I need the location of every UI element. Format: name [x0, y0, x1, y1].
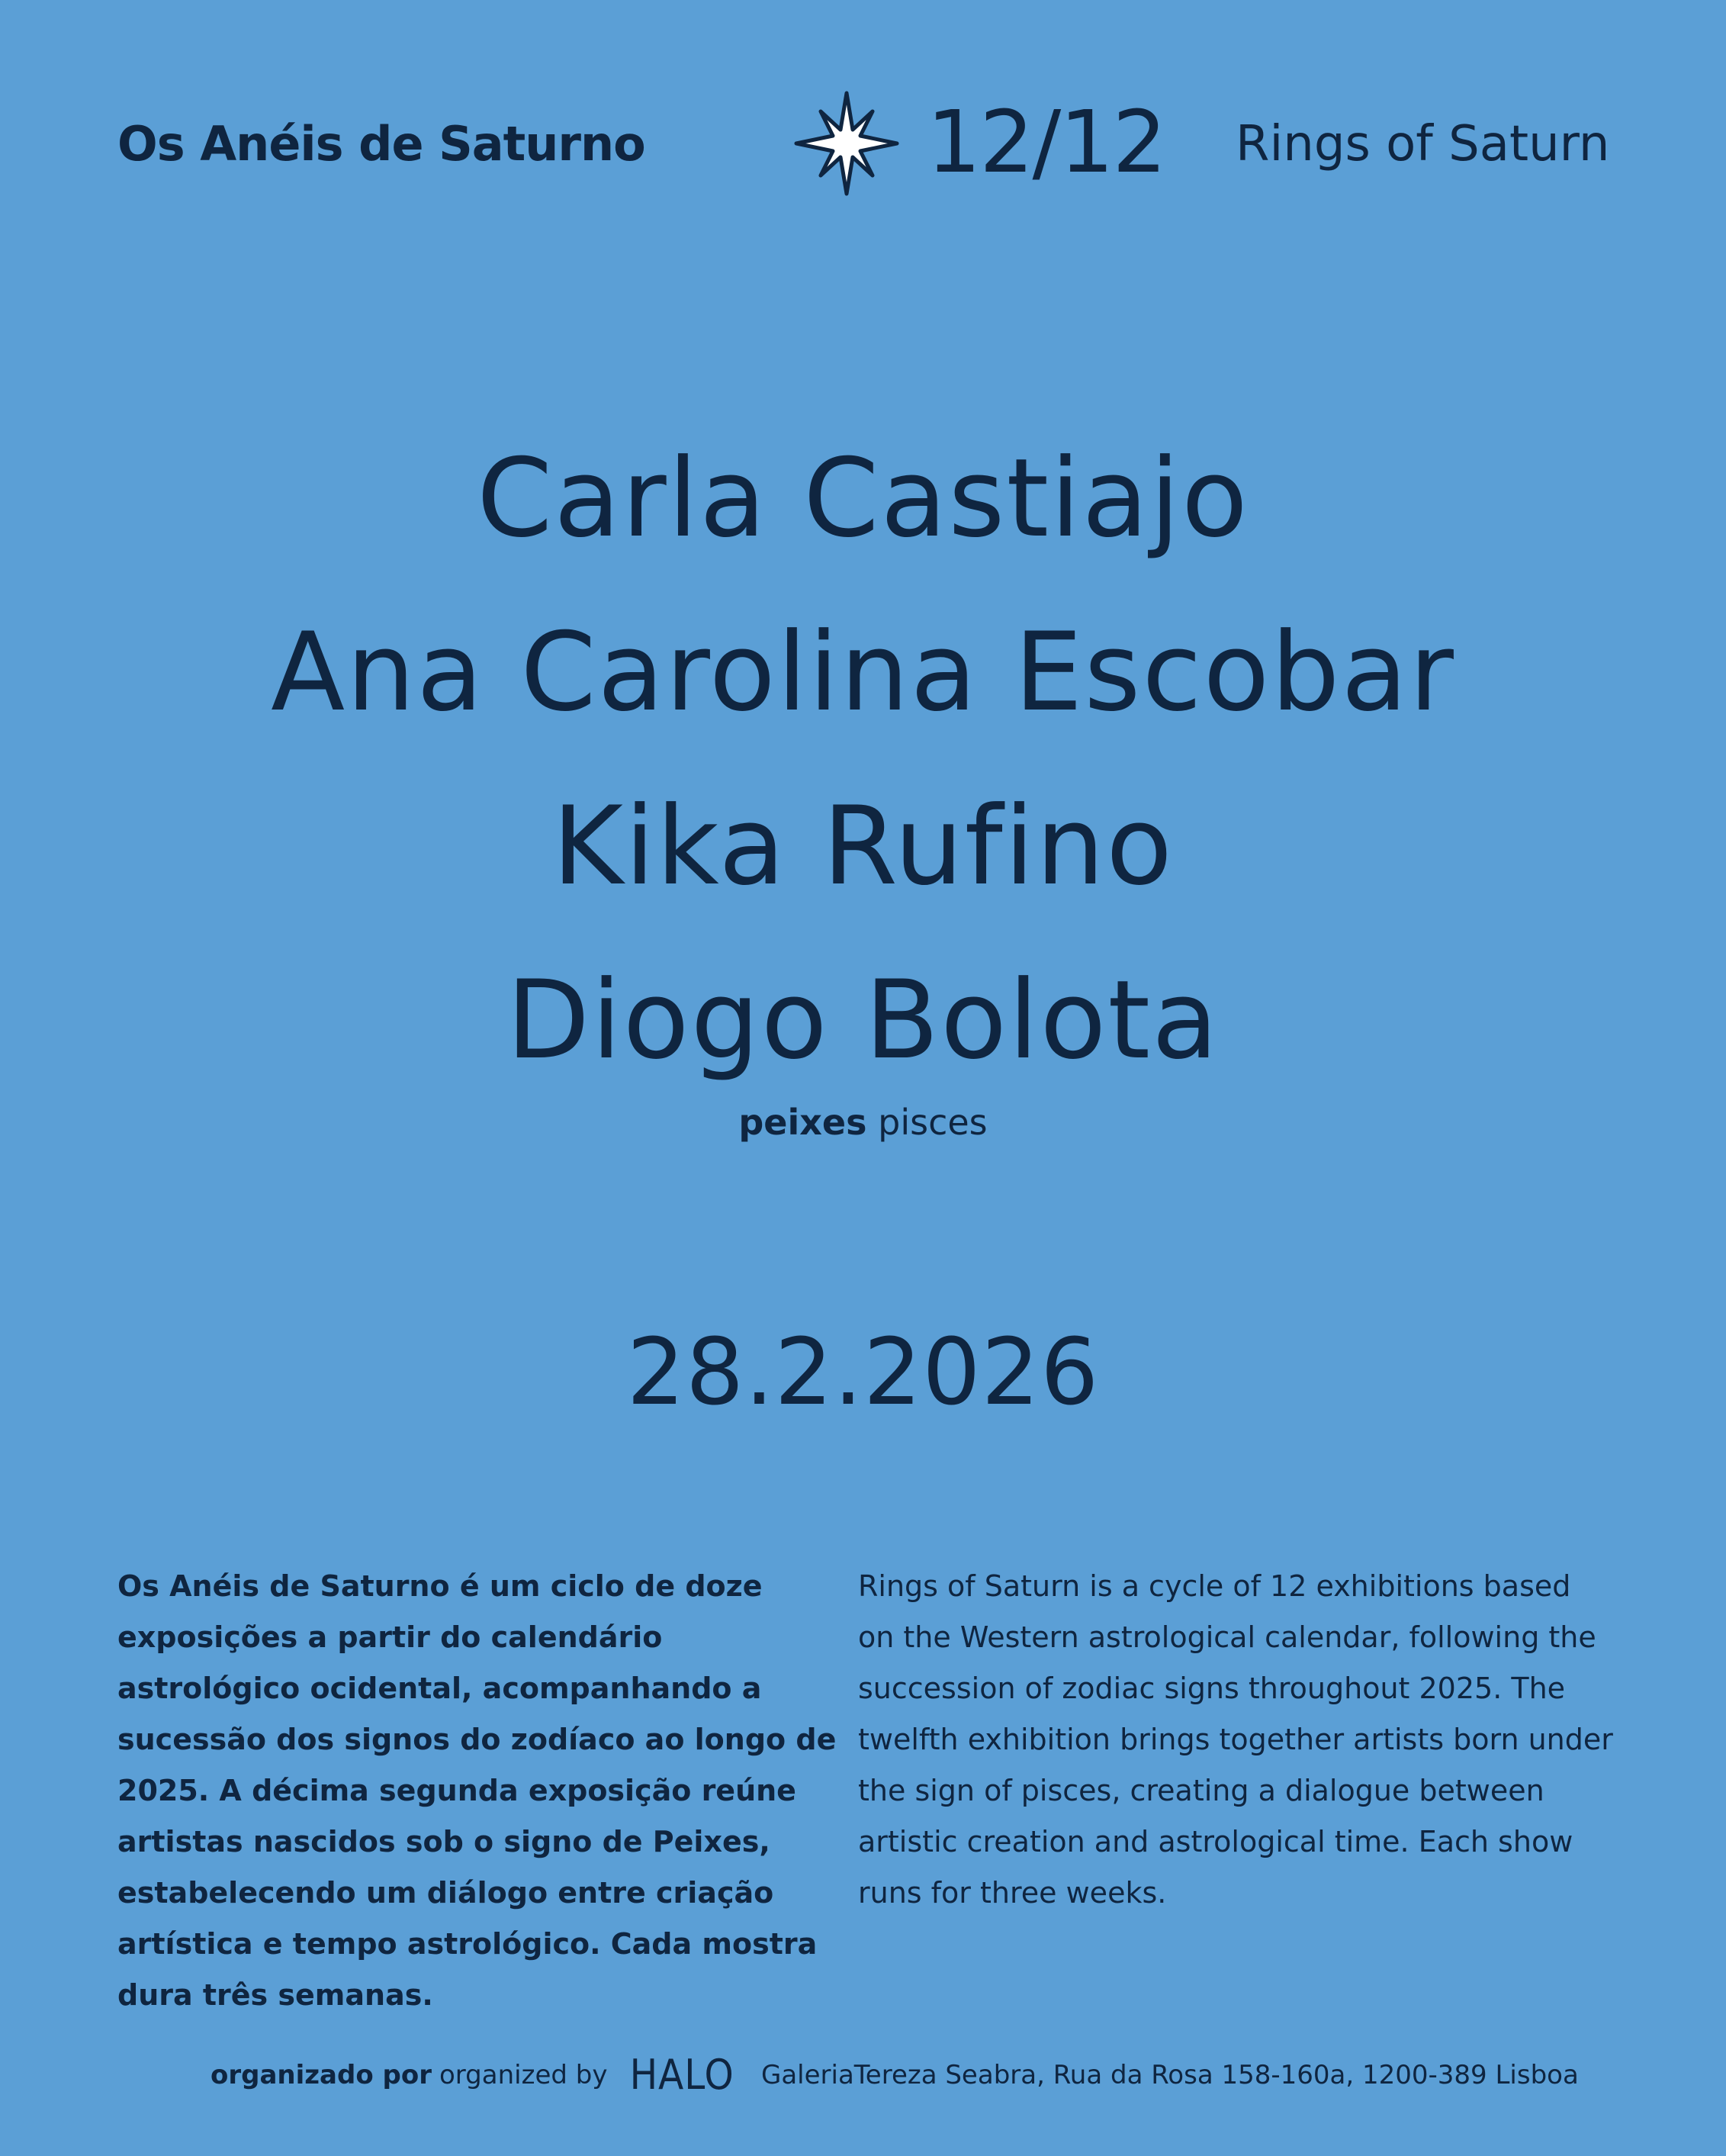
- halo-logo: HALO: [630, 2051, 735, 2099]
- eight-point-star-icon: [793, 90, 900, 197]
- description-portuguese: Os Anéis de Saturno é um ciclo de doze exposições a partir do calendário astrológico ocidental, acompanhando a sucessão dos signos do zodíaco ao longo de 2025. A décima segunda exposição reúne artistas nascidos sob o signo de Peixes, estabelecendo um diálogo entre criação artística e tempo astrológico. Cada mostra dura três semanas.: [117, 1569, 837, 2012]
- organized-by-en: organized by: [439, 2059, 608, 2090]
- artist-name: Diogo Bolota: [506, 957, 1220, 1083]
- sign-portuguese: peixes: [738, 1102, 867, 1143]
- organizer-credit: [211, 2051, 741, 2099]
- artist-name: Kika Rufino: [551, 784, 1175, 909]
- artist-name: Ana Carolina Escobar: [271, 610, 1455, 735]
- exhibition-date: 28.2.2026: [626, 1320, 1100, 1426]
- artist-name: Carla Castiajo: [477, 436, 1249, 562]
- organized-by-pt: organizado por: [211, 2059, 432, 2090]
- venue-address: GaleriaTereza Seabra, Rua da Rosa 158-160a, 1200-389 Lisboa: [761, 2060, 1579, 2090]
- description-english: Rings of Saturn is a cycle of 12 exhibitions based on the Western astrological calendar, following the succession of zodiac signs throughout 2025. The twelfth exhibition brings together artists born under the sign of pisces, creating a dialogue between artistic creation and astrological time. Each show runs for three weeks.: [858, 1569, 1613, 1910]
- title-english: Rings of Saturn: [1236, 116, 1610, 172]
- zodiac-sign: [0, 1102, 1726, 1143]
- sign-english: pisces: [878, 1102, 988, 1143]
- issue-number: 12/12: [927, 93, 1165, 192]
- artist-list: [0, 412, 1726, 1108]
- title-portuguese: Os Anéis de Saturno: [117, 116, 645, 172]
